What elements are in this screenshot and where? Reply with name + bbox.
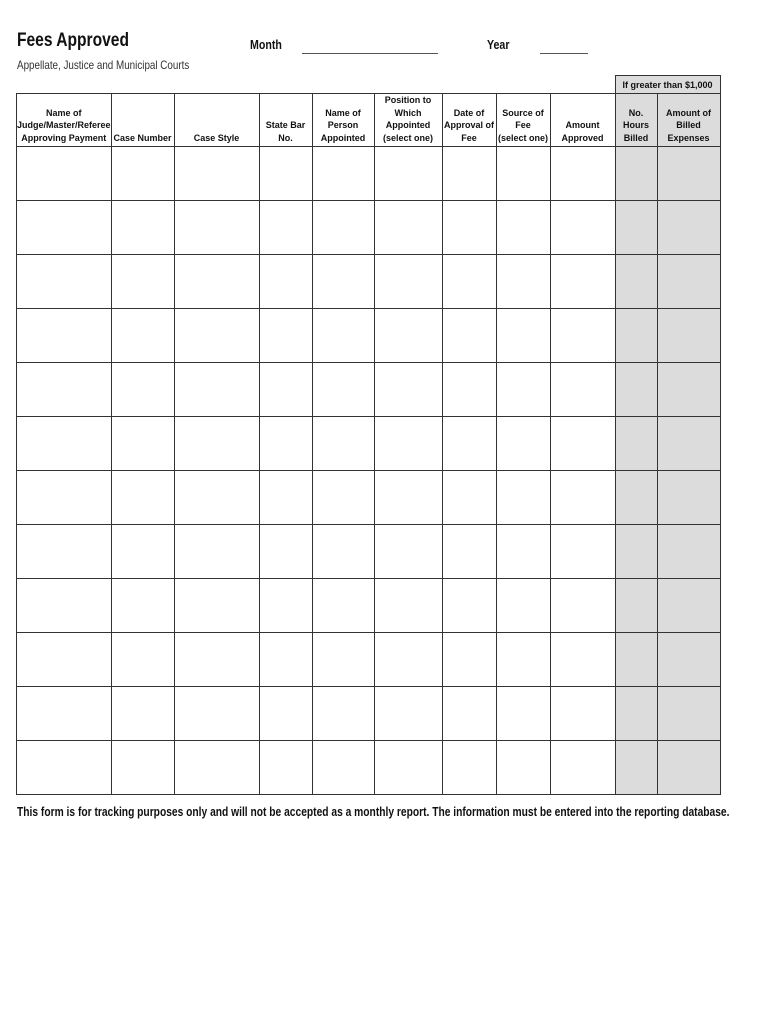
table-cell[interactable] (496, 687, 550, 741)
table-cell[interactable] (111, 525, 174, 579)
table-cell[interactable] (17, 687, 112, 741)
table-cell[interactable] (174, 147, 259, 201)
table-cell[interactable] (374, 633, 442, 687)
table-cell[interactable] (111, 309, 174, 363)
page-subtitle: Appellate, Justice and Municipal Courts (17, 58, 190, 72)
table-cell[interactable] (174, 417, 259, 471)
table-cell[interactable] (442, 471, 496, 525)
table-cell[interactable] (111, 147, 174, 201)
table-row (17, 579, 721, 633)
table-cell[interactable] (442, 309, 496, 363)
group-header: If greater than $1,000 (615, 76, 720, 94)
table-cell[interactable] (496, 633, 550, 687)
table-cell[interactable] (442, 741, 496, 795)
table-cell[interactable] (550, 579, 615, 633)
column-header: Case Style (174, 94, 259, 147)
table-cell[interactable] (657, 309, 720, 363)
table-cell[interactable] (657, 687, 720, 741)
table-cell[interactable] (111, 201, 174, 255)
table-row (17, 741, 721, 795)
table-cell[interactable] (111, 687, 174, 741)
table-cell[interactable] (17, 363, 112, 417)
table-cell[interactable] (111, 255, 174, 309)
table-row (17, 201, 721, 255)
table-cell[interactable] (657, 633, 720, 687)
column-header: Amount of Billed Expenses (657, 94, 720, 147)
table-cell[interactable] (174, 687, 259, 741)
table-cell[interactable] (174, 471, 259, 525)
table-cell[interactable] (374, 471, 442, 525)
table-cell[interactable] (259, 417, 312, 471)
table-cell[interactable] (17, 633, 112, 687)
table-cell[interactable] (374, 309, 442, 363)
table-cell[interactable] (615, 525, 657, 579)
table-cell[interactable] (174, 741, 259, 795)
table-cell[interactable] (550, 147, 615, 201)
table-cell[interactable] (174, 255, 259, 309)
table-cell[interactable] (374, 525, 442, 579)
table-cell[interactable] (17, 201, 112, 255)
table-cell[interactable] (174, 309, 259, 363)
table-cell[interactable] (496, 309, 550, 363)
table-cell[interactable] (550, 201, 615, 255)
table-cell[interactable] (259, 741, 312, 795)
column-header: Source of Fee (select one) (496, 94, 550, 147)
table-cell[interactable] (259, 525, 312, 579)
table-cell[interactable] (615, 201, 657, 255)
year-field[interactable] (540, 53, 588, 54)
table-cell[interactable] (657, 525, 720, 579)
column-header: State Bar No. (259, 94, 312, 147)
table-cell[interactable] (259, 147, 312, 201)
table-cell[interactable] (496, 579, 550, 633)
table-cell[interactable] (615, 309, 657, 363)
table-cell[interactable] (312, 201, 374, 255)
year-label: Year (487, 38, 510, 52)
table-cell[interactable] (174, 201, 259, 255)
table-cell[interactable] (442, 201, 496, 255)
column-header: Name of Person Appointed (312, 94, 374, 147)
table-cell[interactable] (374, 687, 442, 741)
table-cell[interactable] (17, 471, 112, 525)
month-field[interactable] (302, 53, 438, 54)
table-cell[interactable] (111, 579, 174, 633)
table-cell[interactable] (312, 255, 374, 309)
table-cell[interactable] (442, 579, 496, 633)
table-cell[interactable] (657, 741, 720, 795)
table-cell[interactable] (615, 687, 657, 741)
table-cell[interactable] (111, 741, 174, 795)
table-cell[interactable] (259, 579, 312, 633)
table-cell[interactable] (657, 255, 720, 309)
month-label: Month (250, 38, 282, 52)
table-cell[interactable] (312, 471, 374, 525)
table-cell[interactable] (17, 147, 112, 201)
column-header: Position to Which Appointed (select one) (374, 94, 442, 147)
table-cell[interactable] (312, 147, 374, 201)
table-cell[interactable] (550, 471, 615, 525)
table-cell[interactable] (312, 579, 374, 633)
table-cell[interactable] (312, 363, 374, 417)
table-cell[interactable] (374, 255, 442, 309)
table-cell[interactable] (17, 741, 112, 795)
column-header-row (17, 94, 721, 147)
table-cell[interactable] (442, 147, 496, 201)
table-cell[interactable] (442, 525, 496, 579)
table-cell[interactable] (259, 471, 312, 525)
table-cell[interactable] (111, 363, 174, 417)
table-cell[interactable] (657, 147, 720, 201)
table-cell[interactable] (111, 633, 174, 687)
table-cell[interactable] (657, 417, 720, 471)
table-cell[interactable] (550, 633, 615, 687)
table-cell[interactable] (312, 633, 374, 687)
table-cell[interactable] (442, 417, 496, 471)
table-cell[interactable] (442, 363, 496, 417)
table-cell[interactable] (374, 579, 442, 633)
table-cell[interactable] (496, 525, 550, 579)
table-cell[interactable] (111, 471, 174, 525)
table-cell[interactable] (615, 147, 657, 201)
table-cell[interactable] (374, 417, 442, 471)
table-cell[interactable] (550, 417, 615, 471)
table-cell[interactable] (374, 363, 442, 417)
table-cell[interactable] (657, 363, 720, 417)
table-row (17, 309, 721, 363)
table-cell[interactable] (496, 741, 550, 795)
table-cell[interactable] (657, 471, 720, 525)
table-cell[interactable] (312, 741, 374, 795)
table-cell[interactable] (550, 309, 615, 363)
table-cell[interactable] (615, 579, 657, 633)
table-row (17, 363, 721, 417)
table-cell[interactable] (312, 417, 374, 471)
table-cell[interactable] (615, 417, 657, 471)
table-cell[interactable] (174, 633, 259, 687)
column-header: Case Number (111, 94, 174, 147)
table-cell[interactable] (615, 741, 657, 795)
table-cell[interactable] (615, 471, 657, 525)
table-row (17, 417, 721, 471)
table-cell[interactable] (550, 741, 615, 795)
table-cell[interactable] (496, 417, 550, 471)
table-cell[interactable] (657, 579, 720, 633)
table-cell[interactable] (259, 633, 312, 687)
table-cell[interactable] (442, 255, 496, 309)
table-cell[interactable] (496, 363, 550, 417)
table-cell[interactable] (657, 201, 720, 255)
table-cell[interactable] (496, 471, 550, 525)
table-cell[interactable] (615, 633, 657, 687)
table-cell[interactable] (259, 687, 312, 741)
column-header: Name of Judge/Master/Referee Approving Payment (17, 94, 112, 147)
table-cell[interactable] (550, 687, 615, 741)
table-cell[interactable] (312, 309, 374, 363)
table-row (17, 471, 721, 525)
table-cell[interactable] (615, 255, 657, 309)
table-cell[interactable] (496, 147, 550, 201)
table-row (17, 147, 721, 201)
table-cell[interactable] (259, 363, 312, 417)
table-cell[interactable] (550, 255, 615, 309)
table-cell[interactable] (442, 633, 496, 687)
table-cell[interactable] (17, 417, 112, 471)
table-cell[interactable] (259, 309, 312, 363)
table-row (17, 687, 721, 741)
table-cell[interactable] (174, 363, 259, 417)
table-cell[interactable] (550, 525, 615, 579)
table-cell[interactable] (496, 255, 550, 309)
table-cell[interactable] (259, 255, 312, 309)
table-cell[interactable] (111, 417, 174, 471)
column-header: Amount Approved (550, 94, 615, 147)
fees-table (16, 75, 721, 795)
table-cell[interactable] (259, 201, 312, 255)
table-cell[interactable] (374, 741, 442, 795)
table-cell[interactable] (312, 687, 374, 741)
table-cell[interactable] (312, 525, 374, 579)
footer-note: This form is for tracking purposes only and will not be accepted as a monthly report. The information must be entered into the reporting database. (17, 805, 730, 819)
table-cell[interactable] (174, 525, 259, 579)
table-cell[interactable] (374, 201, 442, 255)
table-row (17, 633, 721, 687)
table-cell[interactable] (496, 201, 550, 255)
column-header: Date of Approval of Fee (442, 94, 496, 147)
table-cell[interactable] (174, 579, 259, 633)
table-cell[interactable] (550, 363, 615, 417)
table-cell[interactable] (17, 309, 112, 363)
column-header: No. Hours Billed (615, 94, 657, 147)
table-cell[interactable] (17, 255, 112, 309)
table-row (17, 525, 721, 579)
table-row (17, 255, 721, 309)
table-cell[interactable] (615, 363, 657, 417)
table-cell[interactable] (442, 687, 496, 741)
table-cell[interactable] (374, 147, 442, 201)
table-cell[interactable] (17, 579, 112, 633)
table-cell[interactable] (17, 525, 112, 579)
page-title: Fees Approved (17, 30, 129, 51)
